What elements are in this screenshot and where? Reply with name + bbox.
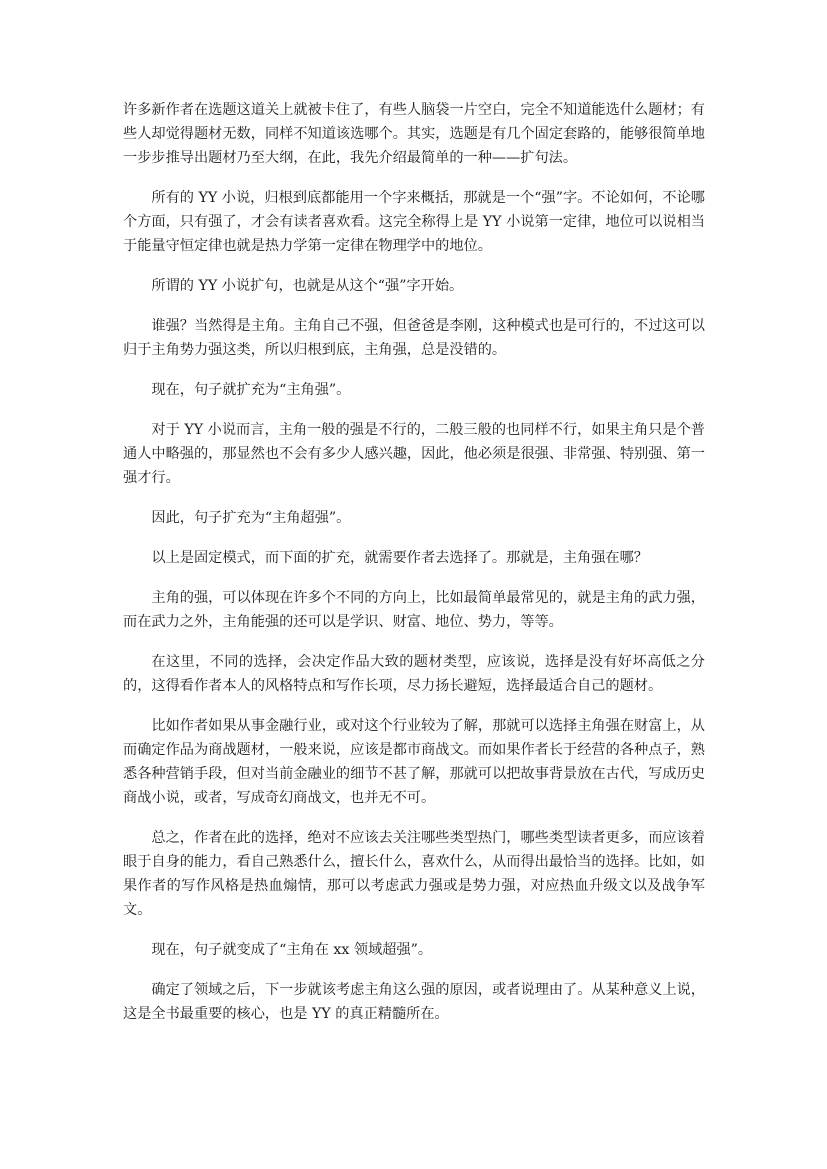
paragraph-6: 对于 YY 小说而言，主角一般的强是不行的，二般三般的也同样不行，如果主角只是个普通人中略强的，那显然也不会有多少人感兴趣，因此，他必须是很强、非常强、特别强、第一强才行。 (123, 422, 705, 486)
paragraph-5: 现在，句子就扩充为“主角强”。 (151, 382, 351, 398)
paragraph-2: 所有的 YY 小说，归根到底都能用一个字来概括，那就是一个“强”字。不论如何，不论哪个方面，只有强了，才会有读者喜欢看。这完全称得上是 YY 小说第一定律，地位可以说相当于能量守恒定律也就是热力学第一定律在物理学中的地位。 (123, 190, 705, 254)
paragraph-10: 在这里，不同的选择，会决定作品大致的题材类型，应该说，选择是没有好坏高低之分的，这得看作者本人的风格特点和写作长项，尽力扬长避短，选择最适合自己的题材。 (123, 654, 705, 694)
paragraph-7: 因此，句子扩充为“主角超强”。 (151, 510, 351, 526)
paragraph-11: 比如作者如果从事金融行业，或对这个行业较为了解，那就可以选择主角强在财富上，从而确定作品为商战题材，一般来说，应该是都市商战文。而如果作者长于经营的各种点子，熟悉各种营销手段，但对当前金融业的细节不甚了解，那就可以把故事背景放在古代，写成历史商战小说，或者，写成奇幻商战文，也并无不可。 (123, 718, 705, 806)
document-page (123, 98, 705, 1042)
paragraph-13: 现在，句子就变成了“主角在 xx 领域超强”。 (151, 942, 433, 958)
paragraph-4: 谁强？当然得是主角。主角自己不强，但爸爸是李刚，这种模式也是可行的，不过这可以归于主角势力强这类，所以归根到底，主角强，总是没错的。 (123, 318, 705, 358)
paragraph-14: 确定了领域之后，下一步就该考虑主角这么强的原因，或者说理由了。从某种意义上说，这是全书最重要的核心，也是 YY 的真正精髓所在。 (123, 982, 705, 1022)
paragraph-9: 主角的强，可以体现在许多个不同的方向上，比如最简单最常见的，就是主角的武力强，而在武力之外，主角能强的还可以是学识、财富、地位、势力，等等。 (123, 590, 705, 630)
paragraph-3: 所谓的 YY 小说扩句，也就是从这个“强”字开始。 (151, 278, 464, 294)
paragraph-1: 许多新作者在选题这道关上就被卡住了，有些人脑袋一片空白，完全不知道能选什么题材；有些人却觉得题材无数，同样不知道该选哪个。其实，选题是有几个固定套路的，能够很简单地一步步推导出题材乃至大纲，在此，我先介绍最简单的一种——扩句法。 (123, 102, 705, 166)
paragraph-8: 以上是固定模式，而下面的扩充，就需要作者去选择了。那就是，主角强在哪？ (151, 550, 648, 566)
paragraph-12: 总之，作者在此的选择，绝对不应该去关注哪些类型热门，哪些类型读者更多，而应该着眼于自身的能力，看自己熟悉什么，擅长什么，喜欢什么，从而得出最恰当的选择。比如，如果作者的写作风格是热血煽情，那可以考虑武力强或是势力强，对应热血升级文以及战争军文。 (123, 830, 705, 918)
